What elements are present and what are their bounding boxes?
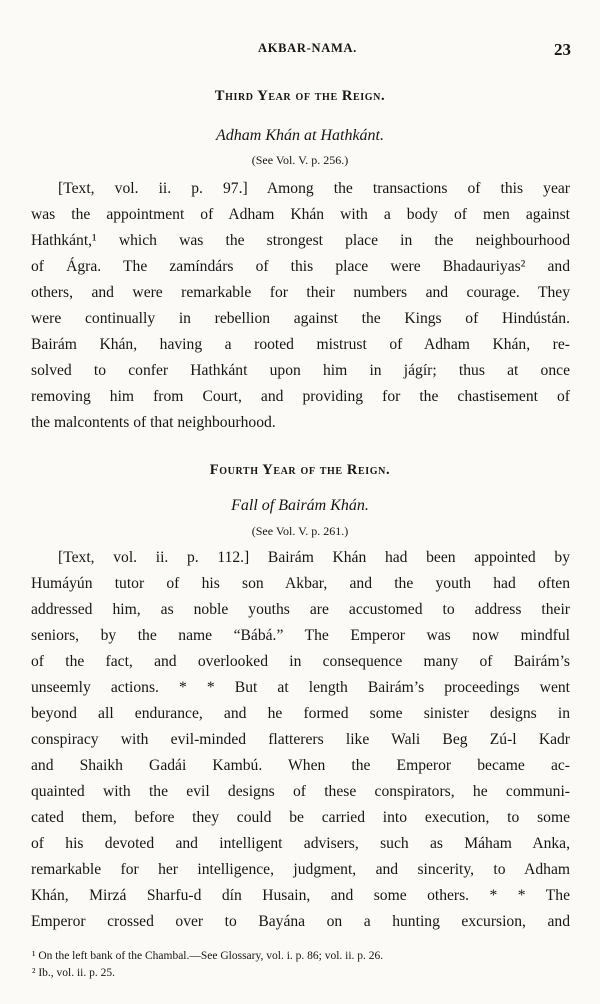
chapter-heading: Third Year of the Reign. xyxy=(214,88,386,104)
paragraph-line: the malcontents of that neighbourhood. xyxy=(31,414,276,431)
paragraph-line: and Shaikh Gadái Kambú. When the Emperor became ac- xyxy=(31,757,570,774)
paragraph-line: of Ágra. The zamíndárs of this place were Bhadauriyas² and xyxy=(31,258,570,275)
paragraph-line: seniors, by the name “Bábá.” The Emperor was now mindful xyxy=(31,627,570,644)
paragraph-line: quainted with the evil designs of these conspirators, he communi- xyxy=(31,783,570,800)
volume-reference: (See Vol. V. p. 261.) xyxy=(251,524,349,538)
paragraph-line: Humáyún tutor of his son Akbar, and the youth had often xyxy=(31,575,570,592)
paragraph-line: remarkable for her intelligence, judgment, and sincerity, to Adham xyxy=(31,861,570,878)
paragraph-line: removing him from Court, and providing for the chastisement of xyxy=(31,388,570,405)
paragraph-line: of his devoted and intelligent advisers, such as Máham Anka, xyxy=(31,835,570,852)
paragraph-line: beyond all endurance, and he formed some sinister designs in xyxy=(31,705,570,722)
paragraph-line: were continually in rebellion against the Kings of Hindústán. xyxy=(31,310,570,327)
paragraph-line: unseemly actions. * * But at length Bairám’s proceedings went xyxy=(31,679,570,696)
paragraph-line: addressed him, as noble youths are accustomed to address their xyxy=(31,601,570,618)
paragraph-line: conspiracy with evil-minded flatterers like Wali Beg Zú-l Kadr xyxy=(31,731,570,748)
footnote: ¹ On the left bank of the Chambal.—See Glossary, vol. i. p. 86; vol. ii. p. 26. xyxy=(32,950,384,962)
paragraph-line: others, and were remarkable for their numbers and courage. They xyxy=(31,284,570,301)
paragraph-line: Khán, Mirzá Sharfu-d dín Husain, and some others. * * The xyxy=(31,887,570,904)
paragraph-line: solved to confer Hathkánt upon him in jágír; thus at once xyxy=(31,362,570,379)
paragraph-line: Emperor crossed over to Bayána on a hunting excursion, and xyxy=(31,913,570,930)
page-number: 23 xyxy=(554,40,571,59)
chapter-heading: Fourth Year of the Reign. xyxy=(209,462,391,478)
volume-reference: (See Vol. V. p. 256.) xyxy=(251,153,349,167)
footnote: ² Ib., vol. ii. p. 25. xyxy=(32,967,115,979)
paragraph-line: Hathkánt,¹ which was the strongest place in the neighbourhood xyxy=(31,232,570,249)
paragraph-line: of the fact, and overlooked in consequence many of Bairám’s xyxy=(31,653,570,670)
section-title: Adham Khán at Hathkánt. xyxy=(216,127,384,144)
section-title: Fall of Bairám Khán. xyxy=(231,497,369,514)
paragraph-line: was the appointment of Adham Khán with a body of men against xyxy=(31,206,570,223)
paragraph-line: cated them, before they could be carried into execution, to some xyxy=(31,809,570,826)
paragraph-line: [Text, vol. ii. p. 97.] Among the transactions of this year xyxy=(58,180,570,197)
paragraph-line: [Text, vol. ii. p. 112.] Bairám Khán had been appointed by xyxy=(58,549,570,566)
paragraph-line: Bairám Khán, having a rooted mistrust of Adham Khán, re- xyxy=(31,336,570,353)
running-head: AKBAR-NAMA. xyxy=(258,41,358,55)
